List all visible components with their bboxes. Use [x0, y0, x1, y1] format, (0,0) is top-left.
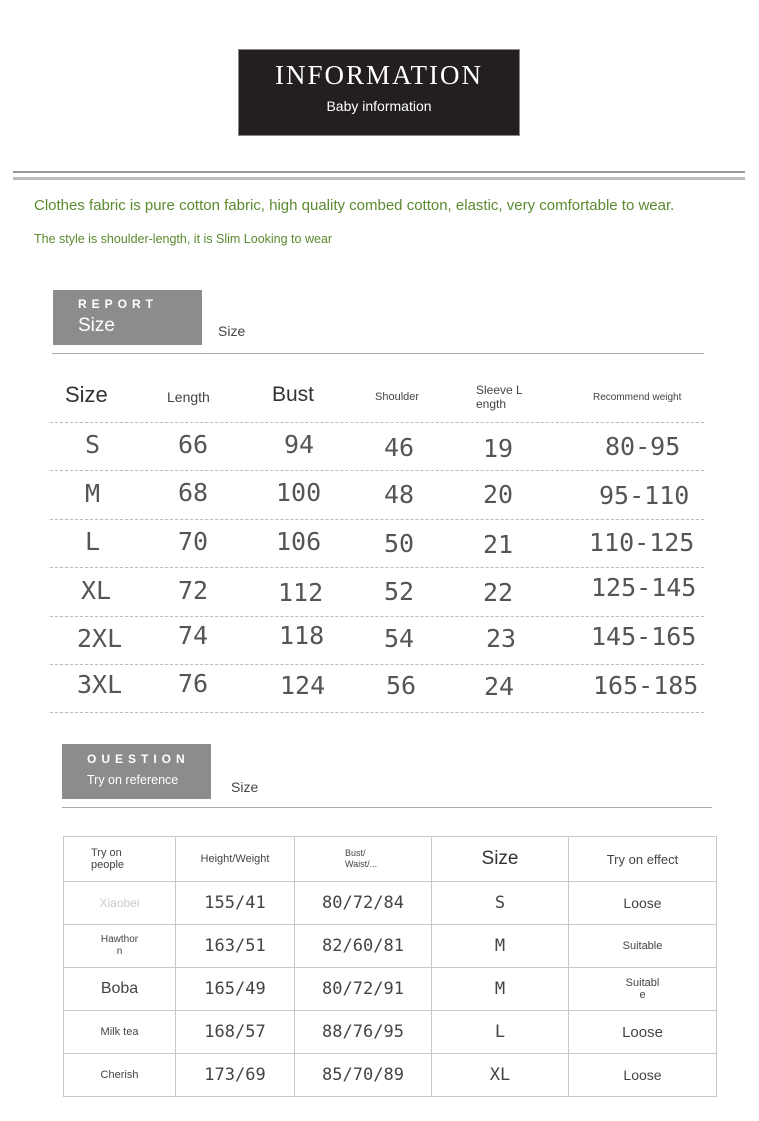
try-on-row [64, 925, 717, 968]
bust-cell: 106 [276, 526, 322, 556]
size-cell: M [85, 479, 101, 509]
bust-cell: 124 [280, 670, 326, 700]
effect-cell: Suitabl e [569, 968, 717, 1011]
divider [13, 171, 745, 173]
shoulder-cell: 56 [386, 670, 417, 700]
person-cell: Hawthor n [64, 925, 176, 968]
weight-cell: 95-110 [599, 481, 690, 511]
bust-waist-cell: 88/76/95 [295, 1011, 432, 1054]
shoulder-cell: 46 [384, 433, 415, 462]
information-banner [238, 49, 520, 136]
weight-cell: 145-165 [591, 621, 697, 651]
divider [13, 177, 745, 180]
header-size: Size [432, 837, 569, 882]
size-cell: 3XL [77, 669, 123, 699]
height-weight-cell: 155/41 [176, 882, 295, 925]
bust-waist-cell: 80/72/91 [295, 968, 432, 1011]
header-shoulder: Shoulder [375, 391, 420, 403]
header-sleeve-length: Sleeve L ength [476, 383, 523, 411]
size-table-row [50, 665, 704, 713]
shoulder-cell: 54 [384, 623, 415, 653]
try-on-table-header [64, 837, 717, 882]
sleeve-cell: 23 [486, 623, 517, 653]
length-cell: 68 [178, 478, 209, 508]
size-table-row [50, 471, 704, 519]
size-cell: XL [432, 1054, 569, 1097]
header-size: Size [65, 382, 108, 407]
effect-cell: Loose [569, 882, 717, 925]
shoulder-cell: 48 [384, 480, 415, 510]
height-weight-cell: 168/57 [176, 1011, 295, 1054]
size-table-row [50, 617, 704, 665]
effect-cell: Loose [569, 1054, 717, 1097]
weight-cell: 110-125 [589, 527, 695, 557]
length-cell: 70 [178, 526, 209, 556]
length-cell: 74 [178, 620, 209, 650]
size-cell: S [432, 882, 569, 925]
sleeve-cell: 22 [483, 578, 514, 608]
size-cell: L [85, 526, 101, 556]
bust-waist-cell: 85/70/89 [295, 1054, 432, 1097]
banner-title: INFORMATION [274, 60, 483, 90]
sleeve-cell: 19 [483, 434, 514, 463]
effect-cell: Loose [569, 1011, 717, 1054]
header-bust: Bust [272, 383, 315, 406]
size-cell: L [432, 1011, 569, 1054]
header-height-weight: Height/Weight [176, 837, 295, 882]
weight-cell: 80-95 [605, 432, 681, 461]
style-description: The style is shoulder-length, it is Slim Looking to wear [34, 232, 333, 246]
weight-cell: 125-145 [591, 573, 697, 603]
bust-cell: 94 [284, 430, 315, 459]
bust-waist-cell: 82/60/81 [295, 925, 432, 968]
try-on-table [63, 836, 717, 1097]
report-kicker: REPORT [78, 297, 159, 311]
try-on-row [64, 882, 717, 925]
sleeve-cell: 20 [483, 480, 514, 510]
shoulder-cell: 52 [384, 577, 415, 607]
question-title: Try on reference [87, 773, 179, 787]
size-cell: M [432, 968, 569, 1011]
bust-cell: 100 [276, 478, 322, 508]
header-try-on-effect: Try on effect [569, 837, 717, 882]
height-weight-cell: 173/69 [176, 1054, 295, 1097]
size-cell: M [432, 925, 569, 968]
size-table-header [50, 374, 704, 423]
weight-cell: 165-185 [593, 670, 699, 700]
section-divider [62, 807, 712, 808]
person-cell: Cherish [64, 1054, 176, 1097]
report-size-header [53, 290, 202, 345]
size-cell: 2XL [77, 623, 123, 653]
height-weight-cell: 165/49 [176, 968, 295, 1011]
report-title: Size [78, 315, 115, 336]
size-cell: XL [81, 576, 112, 606]
size-cell: S [85, 430, 101, 459]
sleeve-cell: 24 [484, 671, 515, 701]
length-cell: 66 [178, 430, 209, 459]
bust-cell: 112 [278, 578, 324, 608]
header-try-on-people: Try on people [64, 837, 176, 882]
header-bust-waist: Bust/ Waist/... [295, 837, 432, 882]
person-cell: Xiaobei [64, 882, 176, 925]
header-recommend-weight: Recommend weight [593, 392, 682, 403]
question-kicker: OUESTION [87, 752, 190, 766]
header-length: Length [167, 389, 210, 405]
length-cell: 76 [178, 668, 209, 698]
size-table-row [50, 568, 704, 616]
person-cell: Boba [64, 968, 176, 1011]
size-table [50, 374, 704, 713]
effect-cell: Suitable [569, 925, 717, 968]
bust-cell: 118 [279, 620, 325, 650]
section-divider [52, 353, 704, 354]
question-side-label: Size [231, 779, 259, 795]
try-on-row [64, 1054, 717, 1097]
size-table-row [50, 520, 704, 568]
person-cell: Milk tea [64, 1011, 176, 1054]
banner-subtitle: Baby information [326, 98, 432, 114]
size-table-row [50, 423, 704, 471]
try-on-reference-header [62, 744, 211, 799]
bust-waist-cell: 80/72/84 [295, 882, 432, 925]
try-on-row [64, 968, 717, 1011]
report-side-label: Size [218, 323, 246, 339]
fabric-description: Clothes fabric is pure cotton fabric, high quality combed cotton, elastic, very comfortable to wear. [34, 197, 675, 214]
sleeve-cell: 21 [483, 529, 514, 559]
try-on-row [64, 1011, 717, 1054]
height-weight-cell: 163/51 [176, 925, 295, 968]
shoulder-cell: 50 [384, 528, 415, 558]
length-cell: 72 [178, 576, 209, 606]
